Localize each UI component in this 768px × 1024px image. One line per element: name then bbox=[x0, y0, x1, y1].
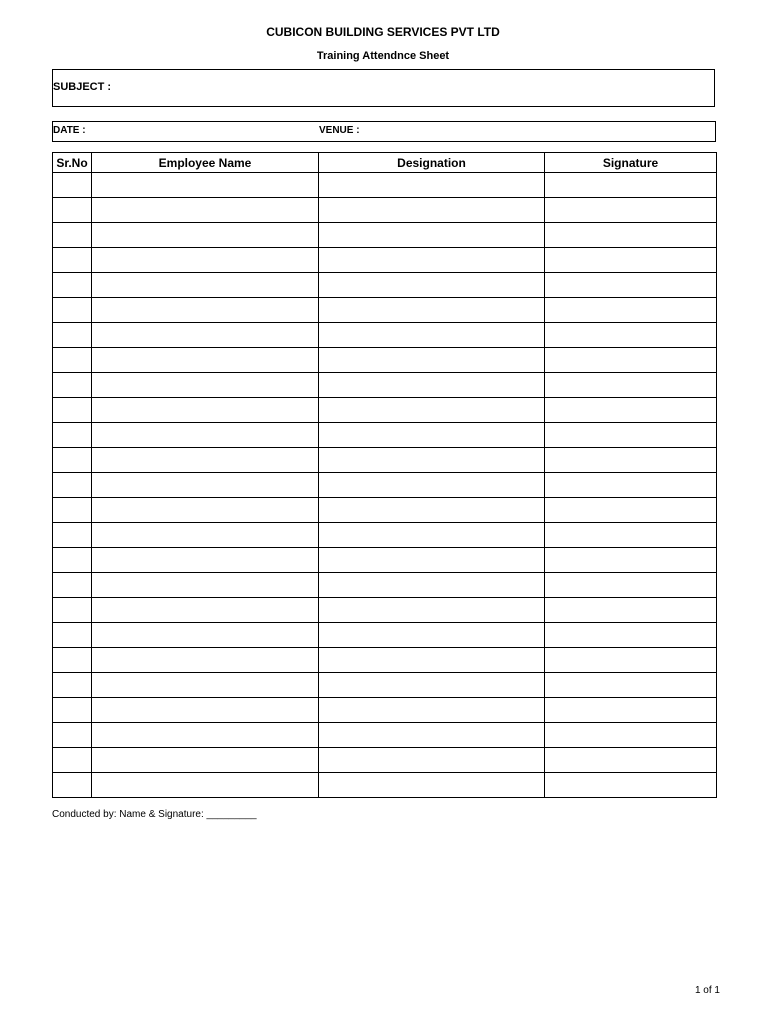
signature-cell bbox=[545, 498, 717, 523]
designation-cell bbox=[319, 748, 545, 773]
designation-cell bbox=[319, 673, 545, 698]
table-row bbox=[53, 173, 717, 198]
signature-cell bbox=[545, 648, 717, 673]
table-row bbox=[53, 648, 717, 673]
signature-cell bbox=[545, 423, 717, 448]
designation-cell bbox=[319, 473, 545, 498]
sr-no-cell bbox=[53, 298, 92, 323]
sr-no-cell bbox=[53, 598, 92, 623]
designation-cell bbox=[319, 648, 545, 673]
signature-cell bbox=[545, 723, 717, 748]
table-row bbox=[53, 273, 717, 298]
table-row bbox=[53, 623, 717, 648]
table-row bbox=[53, 598, 717, 623]
sr-no-cell bbox=[53, 648, 92, 673]
sr-no-cell bbox=[53, 348, 92, 373]
designation-cell bbox=[319, 523, 545, 548]
designation-cell bbox=[319, 323, 545, 348]
sr-no-cell bbox=[53, 723, 92, 748]
sr-no-cell bbox=[53, 223, 92, 248]
signature-cell bbox=[545, 548, 717, 573]
sr-no-cell bbox=[53, 748, 92, 773]
employee-name-cell bbox=[92, 748, 319, 773]
sr-no-cell bbox=[53, 273, 92, 298]
signature-cell bbox=[545, 523, 717, 548]
employee-name-cell bbox=[92, 773, 319, 798]
employee-name-cell bbox=[92, 673, 319, 698]
employee-name-cell bbox=[92, 723, 319, 748]
table-row bbox=[53, 323, 717, 348]
signature-cell bbox=[545, 573, 717, 598]
table-row bbox=[53, 398, 717, 423]
table-row bbox=[53, 523, 717, 548]
designation-cell bbox=[319, 223, 545, 248]
signature-cell bbox=[545, 373, 717, 398]
employee-name-cell bbox=[92, 448, 319, 473]
signature-cell bbox=[545, 473, 717, 498]
employee-name-cell bbox=[92, 498, 319, 523]
column-header-sr-no: Sr.No bbox=[53, 153, 92, 173]
employee-name-cell bbox=[92, 298, 319, 323]
date-venue-box bbox=[52, 121, 716, 142]
designation-cell bbox=[319, 598, 545, 623]
employee-name-cell bbox=[92, 573, 319, 598]
subject-label: SUBJECT : bbox=[53, 81, 112, 93]
signature-cell bbox=[545, 348, 717, 373]
designation-cell bbox=[319, 723, 545, 748]
designation-cell bbox=[319, 773, 545, 798]
attendance-body bbox=[53, 173, 717, 798]
signature-cell bbox=[545, 448, 717, 473]
table-header-row bbox=[53, 153, 717, 173]
employee-name-cell bbox=[92, 523, 319, 548]
signature-cell bbox=[545, 773, 717, 798]
table-row bbox=[53, 548, 717, 573]
attendance-table bbox=[52, 152, 717, 798]
employee-name-cell bbox=[92, 373, 319, 398]
sr-no-cell bbox=[53, 473, 92, 498]
designation-cell bbox=[319, 573, 545, 598]
sr-no-cell bbox=[53, 173, 92, 198]
table-row bbox=[53, 348, 717, 373]
sr-no-cell bbox=[53, 573, 92, 598]
sr-no-cell bbox=[53, 373, 92, 398]
designation-cell bbox=[319, 173, 545, 198]
column-header-employee-name: Employee Name bbox=[92, 153, 319, 173]
sheet-title: Training Attendnce Sheet bbox=[316, 50, 450, 62]
employee-name-cell bbox=[92, 598, 319, 623]
employee-name-cell bbox=[92, 473, 319, 498]
employee-name-cell bbox=[92, 423, 319, 448]
signature-cell bbox=[545, 698, 717, 723]
employee-name-cell bbox=[92, 173, 319, 198]
signature-cell bbox=[545, 248, 717, 273]
table-row bbox=[53, 298, 717, 323]
employee-name-cell bbox=[92, 223, 319, 248]
employee-name-cell bbox=[92, 623, 319, 648]
sr-no-cell bbox=[53, 548, 92, 573]
employee-name-cell bbox=[92, 698, 319, 723]
table-row bbox=[53, 448, 717, 473]
signature-cell bbox=[545, 673, 717, 698]
table-row bbox=[53, 373, 717, 398]
column-header-signature: Signature bbox=[545, 153, 717, 173]
signature-cell bbox=[545, 623, 717, 648]
employee-name-cell bbox=[92, 323, 319, 348]
table-row bbox=[53, 198, 717, 223]
signature-cell bbox=[545, 323, 717, 348]
designation-cell bbox=[319, 373, 545, 398]
signature-cell bbox=[545, 748, 717, 773]
sr-no-cell bbox=[53, 623, 92, 648]
designation-cell bbox=[319, 198, 545, 223]
signature-cell bbox=[545, 598, 717, 623]
signature-cell bbox=[545, 398, 717, 423]
designation-cell bbox=[319, 448, 545, 473]
designation-cell bbox=[319, 623, 545, 648]
employee-name-cell bbox=[92, 398, 319, 423]
table-row bbox=[53, 573, 717, 598]
designation-cell bbox=[319, 398, 545, 423]
column-header-designation: Designation bbox=[319, 153, 545, 173]
company-name: CUBICON BUILDING SERVICES PVT LTD bbox=[266, 25, 500, 39]
venue-label: VENUE : bbox=[319, 125, 360, 136]
sr-no-cell bbox=[53, 673, 92, 698]
table-row bbox=[53, 473, 717, 498]
designation-cell bbox=[319, 423, 545, 448]
signature-cell bbox=[545, 298, 717, 323]
sr-no-cell bbox=[53, 448, 92, 473]
date-label: DATE : bbox=[53, 125, 86, 136]
employee-name-cell bbox=[92, 348, 319, 373]
table-row bbox=[53, 723, 717, 748]
sr-no-cell bbox=[53, 198, 92, 223]
designation-cell bbox=[319, 548, 545, 573]
table-row bbox=[53, 423, 717, 448]
sr-no-cell bbox=[53, 773, 92, 798]
table-row bbox=[53, 498, 717, 523]
employee-name-cell bbox=[92, 648, 319, 673]
designation-cell bbox=[319, 498, 545, 523]
table-row bbox=[53, 673, 717, 698]
sr-no-cell bbox=[53, 423, 92, 448]
signature-cell bbox=[545, 198, 717, 223]
table-row bbox=[53, 748, 717, 773]
table-row bbox=[53, 248, 717, 273]
sr-no-cell bbox=[53, 523, 92, 548]
page-number: 1 of 1 bbox=[694, 985, 720, 996]
sr-no-cell bbox=[53, 323, 92, 348]
subject-box bbox=[52, 69, 715, 107]
signature-cell bbox=[545, 173, 717, 198]
employee-name-cell bbox=[92, 273, 319, 298]
table-row bbox=[53, 773, 717, 798]
designation-cell bbox=[319, 348, 545, 373]
sr-no-cell bbox=[53, 698, 92, 723]
signature-cell bbox=[545, 223, 717, 248]
sr-no-cell bbox=[53, 498, 92, 523]
conducted-by-line: Conducted by: Name & Signature: _________ bbox=[52, 809, 257, 820]
employee-name-cell bbox=[92, 198, 319, 223]
employee-name-cell bbox=[92, 548, 319, 573]
sr-no-cell bbox=[53, 398, 92, 423]
sr-no-cell bbox=[53, 248, 92, 273]
table-row bbox=[53, 698, 717, 723]
employee-name-cell bbox=[92, 248, 319, 273]
designation-cell bbox=[319, 298, 545, 323]
designation-cell bbox=[319, 698, 545, 723]
designation-cell bbox=[319, 248, 545, 273]
signature-cell bbox=[545, 273, 717, 298]
table-row bbox=[53, 223, 717, 248]
designation-cell bbox=[319, 273, 545, 298]
